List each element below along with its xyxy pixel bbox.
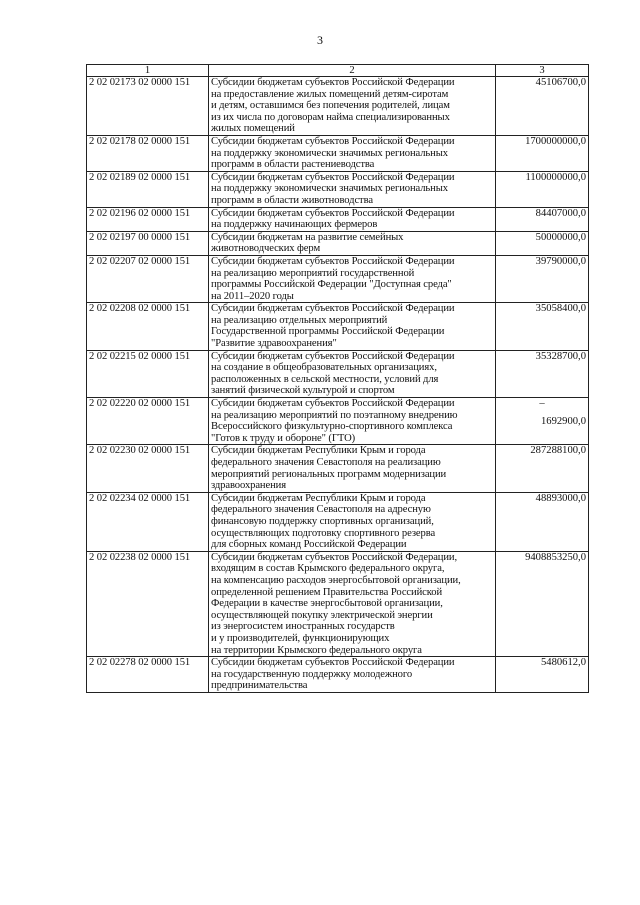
amount-value: 5480612,0 — [540, 657, 586, 669]
description-cell: Субсидии бюджетам субъектов Российской Федерации на реализацию мероприятий государственной программы Российской Федерации "Доступная среда" на 2011–2020 годы — [209, 255, 496, 302]
budget-code-cell: 2 02 02189 02 0000 151 — [87, 171, 209, 207]
amount-cell — [496, 303, 589, 350]
amount-value: 45106700,0 — [535, 77, 586, 88]
table-row — [87, 398, 589, 445]
amount-value: 48893000,0 — [535, 492, 586, 504]
amount-cell — [496, 492, 589, 551]
budget-code-cell: 2 02 02215 02 0000 151 — [87, 350, 209, 397]
table-header-row — [87, 65, 589, 77]
budget-code-cell: 2 02 02234 02 0000 151 — [87, 492, 209, 551]
column-header-code: 1 — [87, 65, 209, 77]
description-cell: Субсидии бюджетам субъектов Российской Федерации на предоставление жилых помещений детям-сиротам и детям, оставшимся без попечения родителей, лицам из их числа по договорам найма специализированных жилых помещений — [209, 77, 496, 136]
table-row — [87, 445, 589, 492]
table-row — [87, 171, 589, 207]
amount-cell — [496, 135, 589, 171]
amount-cell — [496, 255, 589, 302]
budget-code-cell: 2 02 02197 00 0000 151 — [87, 231, 209, 255]
description-cell: Субсидии бюджетам субъектов Российской Федерации на поддержку экономически значимых региональных программ в области животноводства — [209, 171, 496, 207]
description-cell: Субсидии бюджетам субъектов Российской Федерации на создание в общеобразовательных организациях, расположенных в сельской местности, условий для занятий физической культурой и спортом — [209, 350, 496, 397]
amount-value: 35328700,0 — [535, 350, 586, 362]
amount-value: 35058400,0 — [535, 303, 586, 315]
amount-value: 39790000,0 — [535, 255, 586, 267]
budget-code-cell: 2 02 02238 02 0000 151 — [87, 551, 209, 656]
page-number: 3 — [317, 33, 323, 47]
amount-cell — [496, 231, 589, 255]
budget-code-cell: 2 02 02278 02 0000 151 — [87, 657, 209, 693]
amount-cell — [496, 171, 589, 207]
description-cell: Субсидии бюджетам на развитие семейных животноводческих ферм — [209, 231, 496, 255]
subsidy-table — [86, 64, 589, 693]
table-row — [87, 551, 589, 656]
table-body — [87, 77, 589, 693]
amount-value: 1700000000,0 — [525, 135, 586, 147]
budget-code-cell: 2 02 02230 02 0000 151 — [87, 445, 209, 492]
table-row — [87, 231, 589, 255]
budget-code-cell: 2 02 02208 02 0000 151 — [87, 303, 209, 350]
table-row — [87, 303, 589, 350]
description-cell: Субсидии бюджетам субъектов Российской Федерации на реализацию отдельных мероприятий Государственной программы Российской Федерации "Развитие здравоохранения" — [209, 303, 496, 350]
amount-cell — [496, 398, 589, 445]
amount-dash-mark: – — [539, 398, 545, 410]
description-cell: Субсидии бюджетам Республики Крым и города федерального значения Севастополя на адресную финансовую поддержку спортивных организаций, осуществляющих подготовку спортивного резерва для сборных команд Российской Федерации — [209, 492, 496, 551]
table-row — [87, 350, 589, 397]
amount-value: 1100000000,0 — [525, 171, 586, 183]
amount-value: 50000000,0 — [535, 231, 586, 243]
amount-cell — [496, 77, 589, 136]
table-row — [87, 657, 589, 693]
budget-code-cell: 2 02 02196 02 0000 151 — [87, 207, 209, 231]
table-row — [87, 207, 589, 231]
table-row — [87, 255, 589, 302]
table-row — [87, 77, 589, 136]
description-cell: Субсидии бюджетам Республики Крым и города федерального значения Севастополя на реализацию мероприятий региональных программ модернизации здравоохранения — [209, 445, 496, 492]
amount-value: 1692900,0 — [540, 415, 586, 427]
description-cell: Субсидии бюджетам субъектов Российской Федерации на реализацию мероприятий по поэтапному внедрению Всероссийского физкультурно-спортивного комплекса "Готов к труду и обороне" (ГТО) — [209, 398, 496, 445]
amount-value: 9408853250,0 — [525, 551, 586, 563]
amount-cell — [496, 207, 589, 231]
amount-cell — [496, 445, 589, 492]
description-cell: Субсидии бюджетам субъектов Российской Федерации на государственную поддержку молодежного предпринимательства — [209, 657, 496, 693]
amount-cell — [496, 350, 589, 397]
table-row — [87, 492, 589, 551]
budget-code-cell: 2 02 02207 02 0000 151 — [87, 255, 209, 302]
budget-code-cell: 2 02 02220 02 0000 151 — [87, 398, 209, 445]
amount-cell — [496, 657, 589, 693]
column-header-amount: 3 — [496, 65, 589, 77]
table-row — [87, 135, 589, 171]
amount-value: 84407000,0 — [535, 207, 586, 219]
description-cell: Субсидии бюджетам субъектов Российской Федерации на поддержку экономически значимых региональных программ в области растениеводства — [209, 135, 496, 171]
budget-code-cell: 2 02 02173 02 0000 151 — [87, 77, 209, 136]
budget-code-cell: 2 02 02178 02 0000 151 — [87, 135, 209, 171]
amount-value: 287288100,0 — [530, 445, 586, 457]
description-cell: Субсидии бюджетам субъектов Российской Федерации на поддержку начинающих фермеров — [209, 207, 496, 231]
amount-cell — [496, 551, 589, 656]
description-cell: Субсидии бюджетам субъектов Российской Федерации, входящим в состав Крымского федерального округа, на компенсацию расходов энергосбытовой организации, определенной решением Правительства Российской Федерации в качестве энергосбытовой организации, осуществляющей покупку электрической энергии из энергосистем иностранных государств и у производителей, функционирующих на территории Крымского федерального округа — [209, 551, 496, 656]
column-header-description: 2 — [209, 65, 496, 77]
